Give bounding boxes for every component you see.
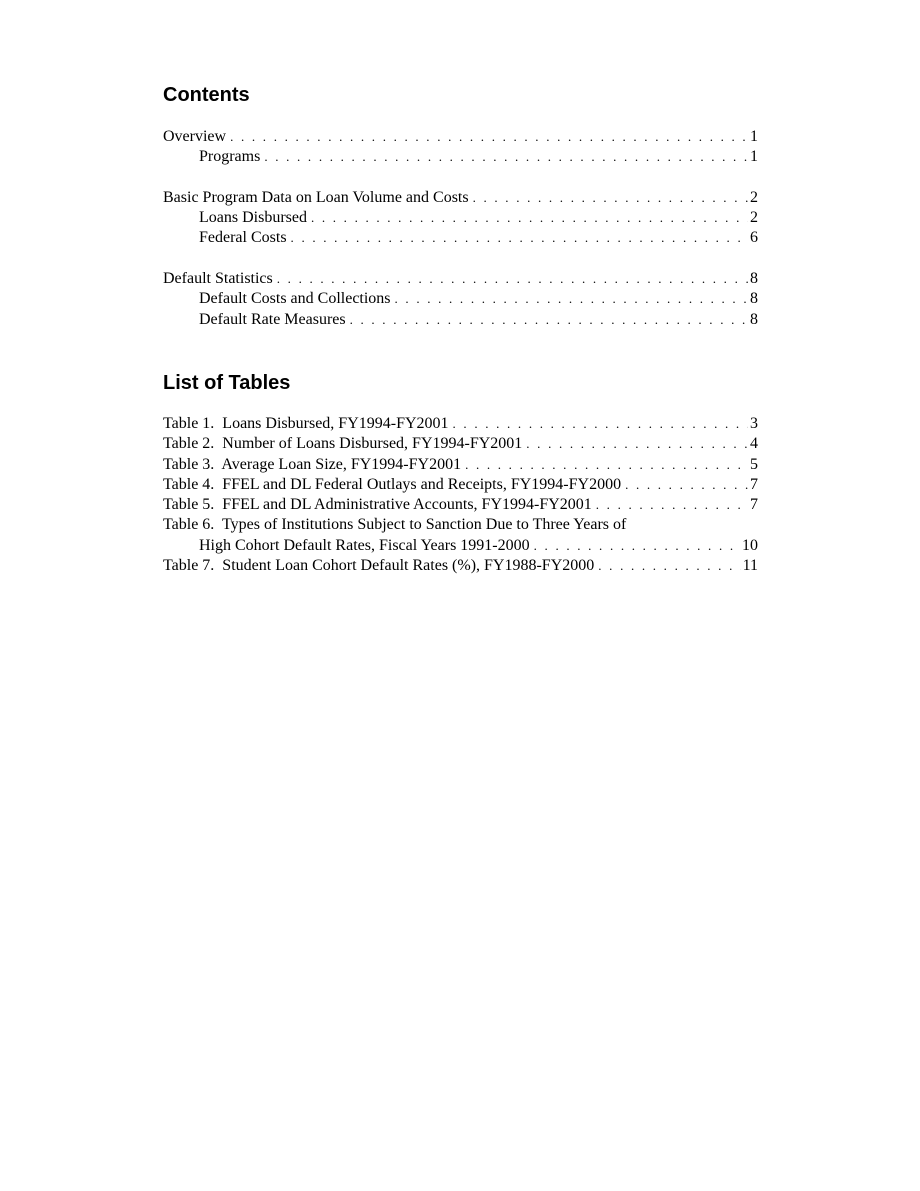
toc-entry-default-costs[interactable] bbox=[163, 289, 758, 309]
toc-entry-page: 8 bbox=[750, 290, 758, 308]
table-entry-3[interactable] bbox=[163, 455, 758, 475]
dot-leader bbox=[264, 147, 748, 167]
toc-entry-overview[interactable] bbox=[163, 127, 758, 147]
table-entry-5[interactable] bbox=[163, 495, 758, 515]
table-entry-6[interactable] bbox=[163, 515, 758, 535]
toc-entry-page: 1 bbox=[750, 148, 758, 166]
table-entry-label-continued: High Cohort Default Rates, Fiscal Years 1991-2000 bbox=[199, 536, 530, 554]
table-entry-6-continued[interactable] bbox=[163, 536, 758, 556]
list-of-tables bbox=[163, 414, 758, 576]
table-entry-4[interactable] bbox=[163, 475, 758, 495]
dot-leader bbox=[596, 495, 748, 515]
contents-list bbox=[163, 127, 758, 330]
dot-leader bbox=[453, 414, 748, 434]
table-entry-label: Table 5. FFEL and DL Administrative Accounts, FY1994-FY2001 bbox=[163, 496, 592, 514]
toc-entry-label: Default Rate Measures bbox=[199, 310, 346, 328]
toc-entry-page: 8 bbox=[750, 270, 758, 288]
table-entry-page: 10 bbox=[742, 536, 758, 554]
toc-entry-page: 2 bbox=[750, 188, 758, 206]
contents-heading: Contents bbox=[163, 84, 250, 106]
table-entry-label: Table 1. Loans Disbursed, FY1994-FY2001 bbox=[163, 415, 449, 432]
toc-entry-label: Programs bbox=[199, 148, 261, 166]
dot-leader bbox=[311, 208, 748, 228]
table-entry-label: Table 3. Average Loan Size, FY1994-FY2001 bbox=[163, 455, 462, 473]
toc-entry-loans-disbursed[interactable] bbox=[163, 208, 758, 228]
toc-entry-label: Federal Costs bbox=[199, 229, 287, 247]
table-entry-label: Table 4. FFEL and DL Federal Outlays and Receipts, FY1994-FY2000 bbox=[163, 475, 622, 493]
toc-entry-page: 8 bbox=[750, 310, 758, 328]
dot-leader bbox=[277, 269, 748, 289]
toc-entry-label: Default Costs and Collections bbox=[199, 290, 391, 308]
dot-leader bbox=[534, 536, 740, 556]
dot-leader bbox=[465, 455, 748, 475]
toc-entry-label: Default Statistics bbox=[163, 270, 273, 288]
toc-entry-default-rate-measures[interactable] bbox=[163, 310, 758, 330]
dot-leader bbox=[526, 434, 748, 454]
toc-entry-label: Overview bbox=[163, 128, 227, 145]
table-entry-7[interactable] bbox=[163, 556, 758, 576]
dot-leader bbox=[625, 475, 748, 495]
dot-leader bbox=[230, 127, 748, 147]
table-entry-2[interactable] bbox=[163, 434, 758, 454]
dot-leader bbox=[395, 289, 748, 309]
toc-entry-label: Basic Program Data on Loan Volume and Costs bbox=[163, 188, 469, 206]
table-entry-page: 4 bbox=[750, 435, 758, 453]
dot-leader bbox=[473, 188, 748, 208]
list-of-tables-heading: List of Tables bbox=[163, 372, 291, 394]
table-entry-page: 11 bbox=[742, 557, 758, 575]
table-entry-label: Table 7. Student Loan Cohort Default Rates (%), FY1988-FY2000 bbox=[163, 557, 595, 575]
toc-entry-federal-costs[interactable] bbox=[163, 228, 758, 248]
dot-leader bbox=[598, 556, 740, 576]
table-entry-page: 5 bbox=[750, 455, 758, 473]
table-entry-page: 7 bbox=[750, 475, 758, 493]
table-entry-1[interactable] bbox=[163, 414, 758, 434]
toc-entry-page: 1 bbox=[750, 128, 758, 145]
toc-entry-programs[interactable] bbox=[163, 147, 758, 167]
table-entry-page: 7 bbox=[750, 496, 758, 514]
toc-entry-page: 2 bbox=[750, 209, 758, 227]
dot-leader bbox=[350, 310, 748, 330]
table-entry-label: Table 2. Number of Loans Disbursed, FY1994-FY2001 bbox=[163, 435, 523, 453]
toc-entry-default-statistics[interactable] bbox=[163, 269, 758, 289]
table-entry-label: Table 6. Types of Institutions Subject to Sanction Due to Three Years of bbox=[163, 516, 627, 534]
toc-entry-label: Loans Disbursed bbox=[199, 209, 307, 227]
dot-leader bbox=[291, 228, 748, 248]
table-entry-page: 3 bbox=[750, 415, 758, 432]
toc-entry-page: 6 bbox=[750, 229, 758, 247]
toc-entry-basic-program-data[interactable] bbox=[163, 188, 758, 208]
